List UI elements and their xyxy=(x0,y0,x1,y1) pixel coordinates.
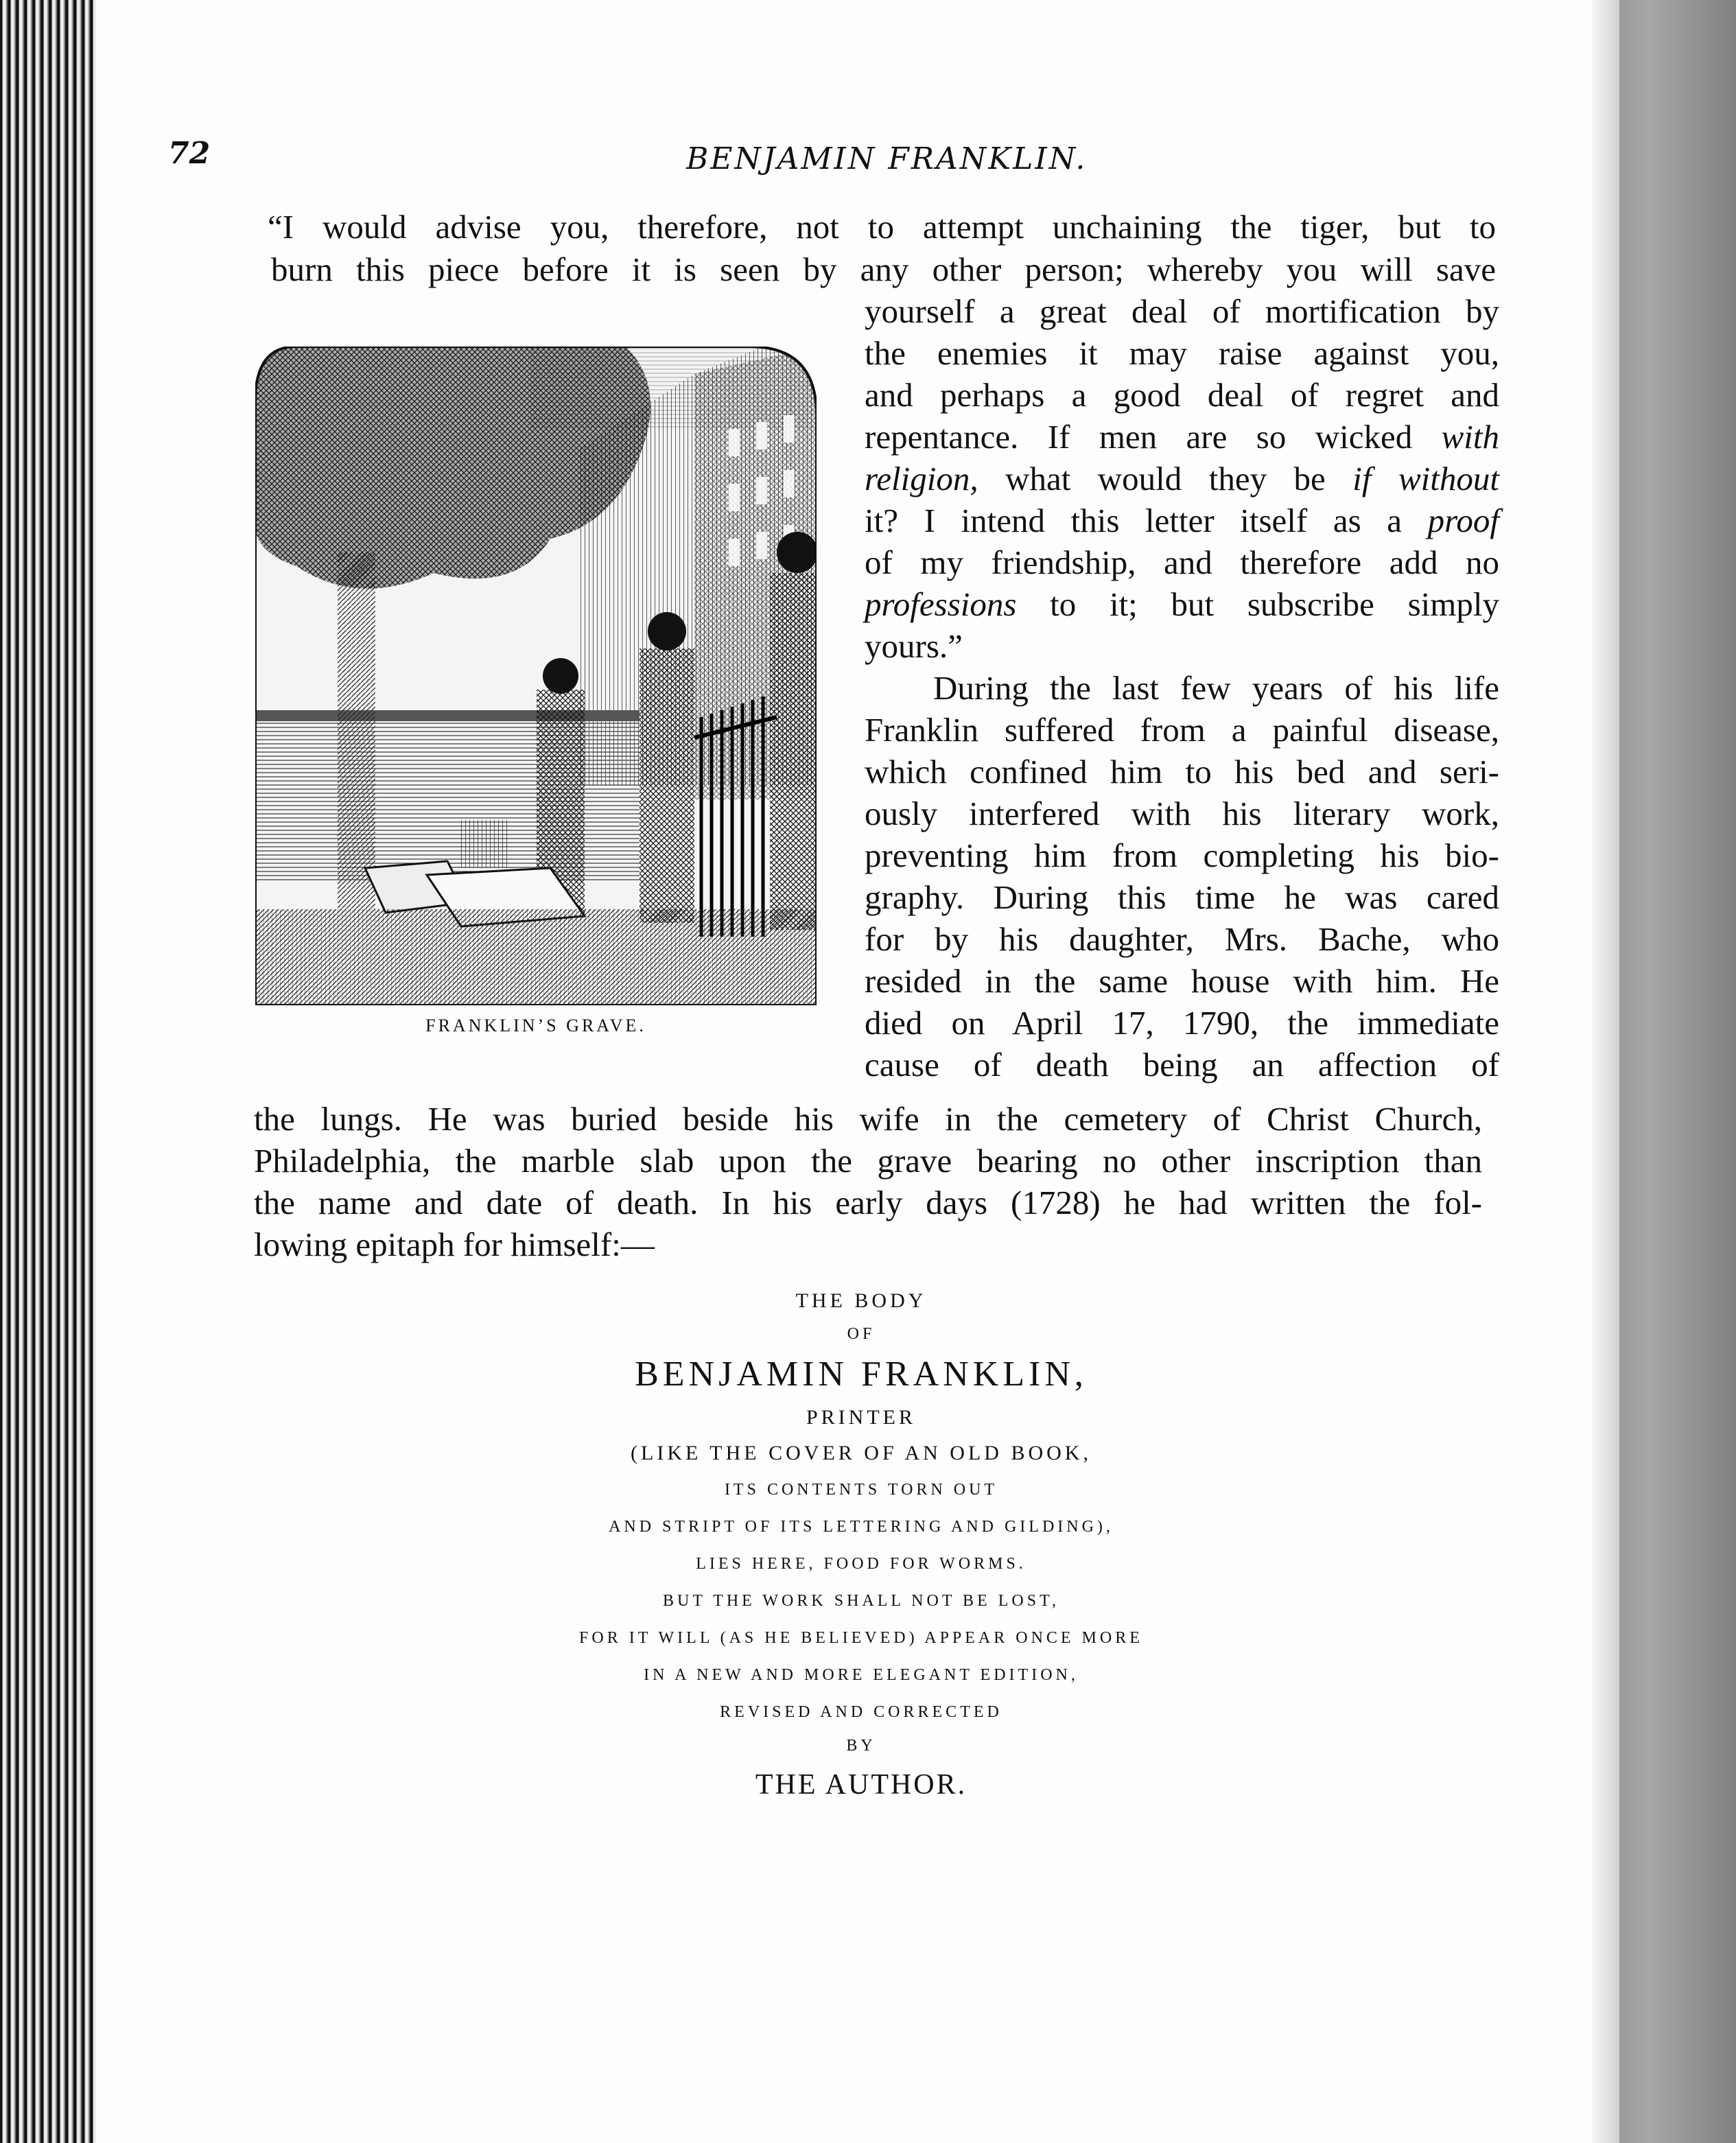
page-number: 72 xyxy=(168,136,211,171)
quote-second-line: burn this piece before it is seen by any other person; whereby you will save xyxy=(271,250,1496,288)
epitaph-line: BY xyxy=(846,1737,876,1755)
epitaph-line: PRINTER xyxy=(806,1406,916,1429)
text-line: professions to it; but subscribe simply xyxy=(865,585,1499,623)
text-line: cause of death being an affection of xyxy=(865,1046,1499,1084)
text-line: ously interfered with his literary work, xyxy=(865,795,1499,832)
text-line: graphy. During this time he was cared xyxy=(865,878,1499,916)
epitaph-line: IN A NEW AND MORE ELEGANT EDITION, xyxy=(644,1666,1079,1684)
text-line: resided in the same house with him. He xyxy=(865,962,1499,1000)
book-page-edges-left xyxy=(0,0,96,2143)
epitaph-block xyxy=(480,1283,1242,1809)
franklins-grave-engraving xyxy=(255,347,817,1005)
text-line: yours.” xyxy=(865,627,963,665)
text-line: religion, what would they be if without xyxy=(865,460,1499,497)
figure-caption: FRANKLIN’S GRAVE. xyxy=(425,1016,646,1035)
paragraph-continuation xyxy=(254,1098,1482,1265)
epitaph-line: BUT THE WORK SHALL NOT BE LOST, xyxy=(663,1592,1059,1610)
text-line: Philadelphia, the marble slab upon the grave bearing no other inscription than xyxy=(254,1142,1482,1180)
wrapped-text-column xyxy=(865,290,1499,1086)
epitaph-line: AND STRIPT OF ITS LETTERING AND GILDING), xyxy=(609,1518,1114,1536)
text-line: yourself a great deal of mortification by xyxy=(865,292,1499,330)
epitaph-line: FOR IT WILL (AS HE BELIEVED) APPEAR ONCE MORE xyxy=(579,1629,1143,1647)
epitaph-line: THE BODY xyxy=(795,1289,927,1312)
epitaph-name: BENJAMIN FRANKLIN, xyxy=(635,1355,1088,1394)
book-page-edges-right xyxy=(1592,0,1736,2143)
text-line: the name and date of death. In his early days (1728) he had written the fol- xyxy=(254,1184,1482,1221)
text-line: and perhaps a good deal of regret and xyxy=(865,376,1499,414)
epitaph-line: OF xyxy=(847,1325,876,1343)
epitaph-author: THE AUTHOR. xyxy=(755,1769,967,1801)
text-line: the enemies it may raise against you, xyxy=(865,334,1499,372)
text-line: it? I intend this letter itself as a proof xyxy=(865,502,1499,539)
text-line: preventing him from completing his bio- xyxy=(865,836,1499,874)
text-line: which confined him to his bed and seri- xyxy=(865,753,1499,791)
text-line: repentance. If men are so wicked with xyxy=(865,418,1499,456)
quote-opening-line: “I would advise you, therefore, not to attempt unchaining the tiger, but to xyxy=(268,208,1496,246)
text-line: for by his daughter, Mrs. Bache, who xyxy=(865,920,1499,958)
text-line: During the last few years of his life xyxy=(933,669,1499,707)
epitaph-line: REVISED AND CORRECTED xyxy=(720,1703,1002,1721)
text-line: lowing epitaph for himself:— xyxy=(254,1226,655,1263)
epitaph-line: LIES HERE, FOOD FOR WORMS. xyxy=(696,1555,1027,1573)
text-line: Franklin suffered from a painful disease, xyxy=(865,711,1499,749)
text-line: of my friendship, and therefore add no xyxy=(865,543,1499,581)
text-line: died on April 17, 1790, the immediate xyxy=(865,1004,1499,1042)
text-line: the lungs. He was buried beside his wife in the cemetery of Christ Church, xyxy=(254,1100,1482,1138)
epitaph-line: (LIKE THE COVER OF AN OLD BOOK, xyxy=(631,1442,1092,1464)
running-head: BENJAMIN FRANKLIN. xyxy=(686,141,1088,176)
epitaph-line: ITS CONTENTS TORN OUT xyxy=(724,1481,998,1499)
